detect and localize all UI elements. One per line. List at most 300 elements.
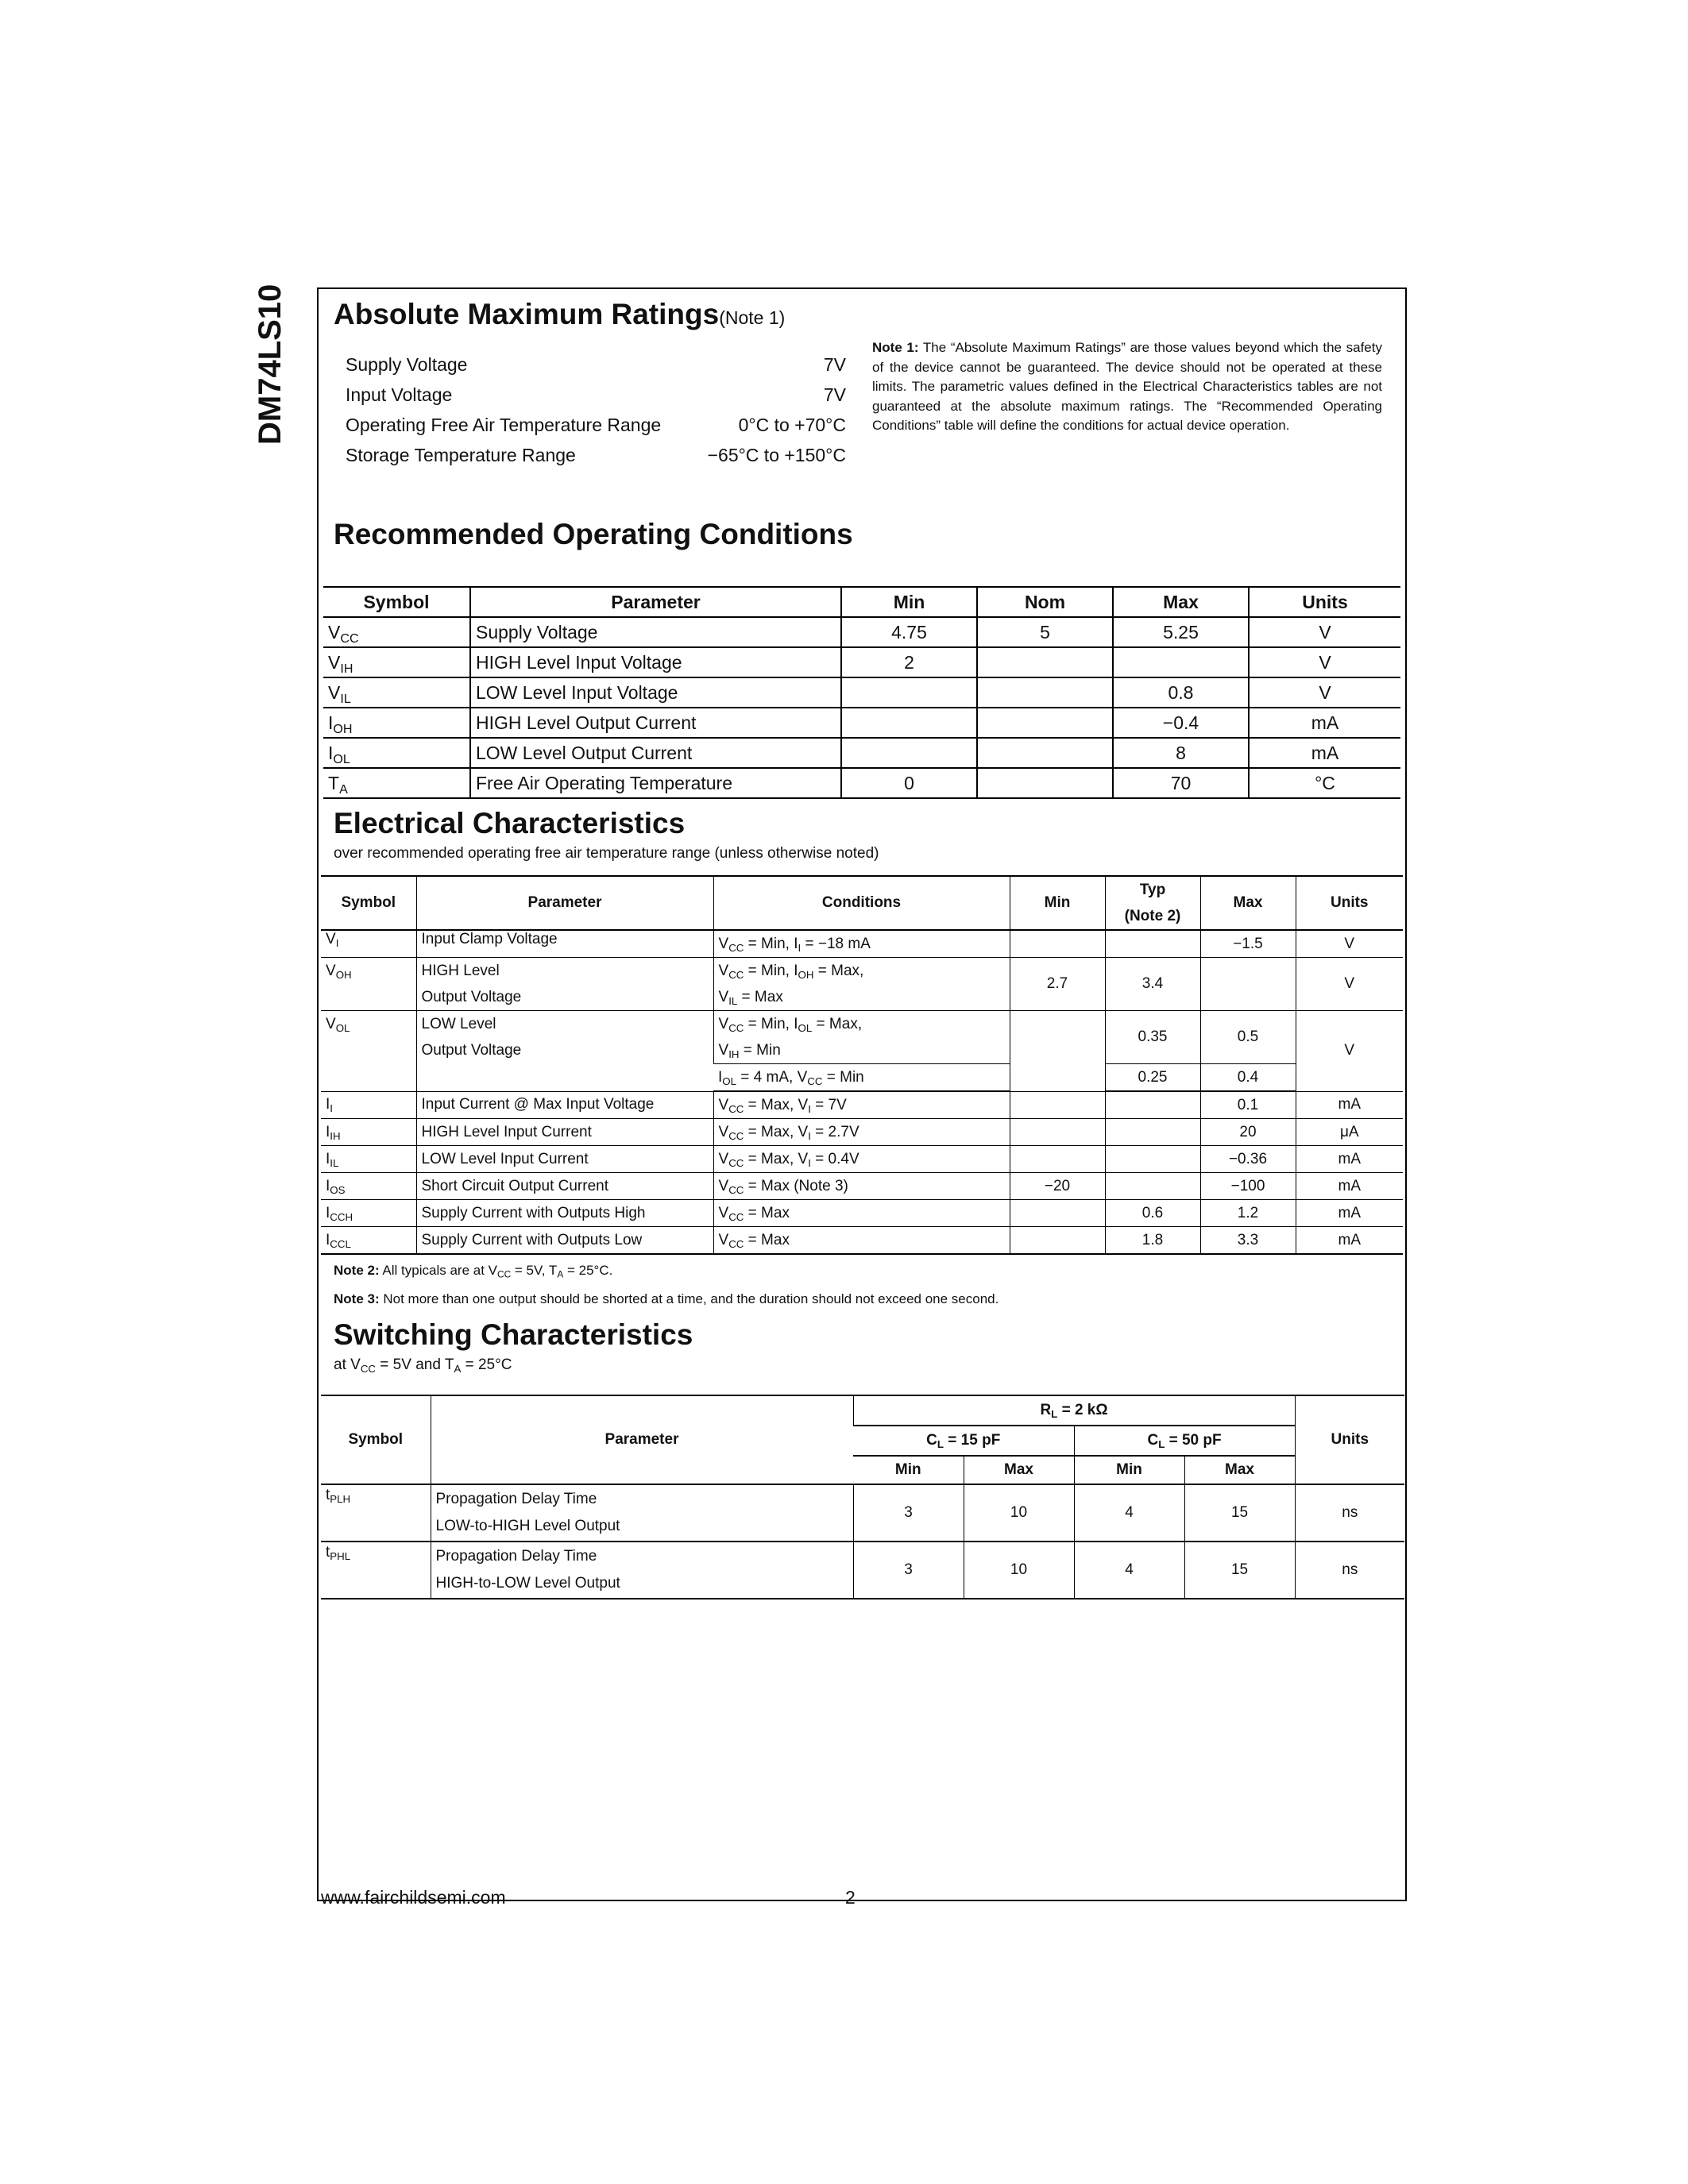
cond-text: = Max, V xyxy=(744,1123,809,1140)
sym-main: V xyxy=(328,621,341,642)
param-line: LOW-to-HIGH Level Output xyxy=(435,1518,620,1534)
roc-units: V xyxy=(1249,647,1400,677)
sym-sub: OH xyxy=(335,968,352,981)
sc-table xyxy=(321,1395,1404,1599)
cond-text: V xyxy=(718,1177,729,1194)
cond-text: V xyxy=(718,1150,729,1167)
ec-symbol xyxy=(321,958,416,1011)
cond-sub: IL xyxy=(728,994,738,1007)
cond-text: = 2.7V xyxy=(810,1123,859,1140)
roc-row xyxy=(323,768,1400,798)
side-part-number: DM74LS10 xyxy=(253,284,288,445)
cond-text: V xyxy=(718,1204,729,1221)
ec-conditions xyxy=(713,1011,1010,1064)
roc-nom xyxy=(977,647,1113,677)
sc-header-symbol: Symbol xyxy=(321,1395,431,1484)
roc-parameter: Supply Voltage xyxy=(470,617,841,647)
ec-row-vi xyxy=(321,930,1403,958)
ec-parameter: Input Current @ Max Input Voltage xyxy=(416,1091,713,1119)
roc-header-min: Min xyxy=(841,587,977,617)
sc-subtitle-text: at V xyxy=(334,1356,361,1373)
cond-text: V xyxy=(718,989,729,1005)
ec-min xyxy=(1010,1091,1105,1119)
cl-text: C xyxy=(926,1432,937,1449)
roc-nom xyxy=(977,708,1113,738)
ec-typ xyxy=(1105,1119,1200,1146)
note-1 xyxy=(872,338,1382,436)
param-line: LOW Level xyxy=(421,1016,496,1032)
note-2 xyxy=(334,1256,999,1285)
cond-sub: I xyxy=(808,1156,811,1169)
roc-header-parameter: Parameter xyxy=(470,587,841,617)
sc-max-50pf: 15 xyxy=(1184,1542,1295,1599)
cond-text: = Min, I xyxy=(744,963,798,979)
ec-max: 20 xyxy=(1200,1119,1296,1146)
ec-max: 0.4 xyxy=(1200,1064,1296,1092)
cond-text: V xyxy=(718,1016,729,1032)
ec-parameter xyxy=(416,1011,713,1092)
sc-subtitle-text: = 5V and T xyxy=(376,1356,454,1373)
sc-header-max: Max xyxy=(1184,1456,1295,1484)
ec-header-typ xyxy=(1105,876,1200,930)
ec-parameter: Supply Current with Outputs High xyxy=(416,1200,713,1227)
sc-header-max: Max xyxy=(964,1456,1074,1484)
cond-text: = 4 mA, V xyxy=(736,1068,808,1086)
roc-row xyxy=(323,738,1400,768)
cond-sub: OL xyxy=(722,1075,737,1087)
cond-sub: CC xyxy=(728,968,744,981)
amr-title-text: Absolute Maximum Ratings xyxy=(334,298,720,330)
sc-units: ns xyxy=(1295,1484,1404,1542)
ec-min: −20 xyxy=(1010,1173,1105,1200)
note-3-label: Note 3: xyxy=(334,1291,380,1306)
sc-symbol xyxy=(321,1542,431,1599)
cond-text: = Max, V xyxy=(744,1150,809,1167)
ec-header-row xyxy=(321,876,1403,930)
sym-sub: IH xyxy=(340,661,353,676)
ec-conditions xyxy=(713,1091,1010,1119)
sym-sub: CC xyxy=(340,631,359,646)
note-3-text: Not more than one output should be shorted at a time, and the duration should not exceed one second. xyxy=(383,1291,999,1306)
rl-sub: L xyxy=(1051,1407,1058,1420)
sym-main: I xyxy=(328,712,334,733)
cond-sub: I xyxy=(808,1102,811,1115)
roc-units: mA xyxy=(1249,708,1400,738)
cl-text: C xyxy=(1147,1432,1159,1449)
ec-typ: 0.25 xyxy=(1105,1064,1200,1092)
sym-sub: I xyxy=(330,1102,333,1115)
cond-sub: CC xyxy=(728,1156,744,1169)
cond-text: = Max xyxy=(744,1231,790,1248)
cond-sub: CC xyxy=(807,1075,823,1087)
sc-max-50pf: 15 xyxy=(1184,1484,1295,1542)
sc-subtitle-sub: CC xyxy=(360,1362,377,1375)
roc-symbol xyxy=(323,617,470,647)
param-line: Propagation Delay Time xyxy=(435,1491,597,1507)
amr-row xyxy=(346,380,846,410)
ec-symbol xyxy=(321,1011,416,1092)
ec-conditions xyxy=(713,1064,1010,1092)
roc-parameter: HIGH Level Output Current xyxy=(470,708,841,738)
ec-units: mA xyxy=(1296,1200,1403,1227)
cond-text: = Max (Note 3) xyxy=(744,1177,848,1194)
ec-notes xyxy=(334,1256,999,1314)
roc-min: 4.75 xyxy=(841,617,977,647)
cond-text: V xyxy=(718,1231,729,1248)
ec-typ: 3.4 xyxy=(1105,958,1200,1011)
cond-text: V xyxy=(718,963,729,979)
ec-max: 0.5 xyxy=(1200,1011,1296,1064)
sym-sub: A xyxy=(339,781,348,797)
sc-subtitle-sub: A xyxy=(454,1362,462,1375)
ec-symbol xyxy=(321,1091,416,1119)
sym-main: V xyxy=(328,681,341,703)
cond-text: V xyxy=(718,1042,729,1059)
cond-text: V xyxy=(718,1123,729,1140)
cond-text: I xyxy=(718,1068,723,1086)
ec-symbol xyxy=(321,930,416,958)
cond-text: = Min xyxy=(822,1068,864,1086)
ec-header-symbol: Symbol xyxy=(321,876,416,930)
sc-parameter xyxy=(431,1484,853,1542)
cond-text: = Max xyxy=(737,989,783,1005)
ec-min xyxy=(1010,1146,1105,1173)
ec-symbol xyxy=(321,1146,416,1173)
ec-typ xyxy=(1105,930,1200,958)
ec-header-typ-label: Typ xyxy=(1139,882,1166,898)
sym-main: I xyxy=(326,1123,330,1140)
sym-main: t xyxy=(326,1487,330,1503)
roc-units: °C xyxy=(1249,768,1400,798)
roc-title: Recommended Operating Conditions xyxy=(334,518,853,550)
cond-text: V xyxy=(718,935,729,952)
ec-symbol xyxy=(321,1227,416,1255)
note-2-sub: A xyxy=(557,1268,564,1280)
sym-main: V xyxy=(326,963,336,979)
ec-row xyxy=(321,1173,1403,1200)
cl-text: = 50 pF xyxy=(1165,1432,1222,1449)
rl-text: = 2 kΩ xyxy=(1057,1402,1108,1418)
cond-sub: CC xyxy=(728,1021,744,1034)
cond-text: = −18 mA xyxy=(801,935,871,952)
rl-text: R xyxy=(1040,1402,1052,1418)
cond-sub: CC xyxy=(728,1237,744,1250)
ec-max xyxy=(1200,958,1296,1011)
roc-parameter: LOW Level Output Current xyxy=(470,738,841,768)
cond-sub: I xyxy=(798,941,802,954)
amr-row xyxy=(346,410,846,440)
amr-label: Supply Voltage xyxy=(346,353,468,375)
sym-sub: PLH xyxy=(330,1492,351,1505)
roc-symbol xyxy=(323,677,470,708)
sc-subtitle xyxy=(334,1356,512,1374)
note-1-text: The “Absolute Maximum Ratings” are those values beyond which the safety of the device cannot be guaranteed. The device should not be operated at these limits. The parametric values defined in the Electrical Characteristics tables are not guaranteed at the absolute maximum ratings. The “Recommended Operating Conditions” table will define the conditions for actual device operation. xyxy=(872,340,1382,433)
cond-sub: IH xyxy=(728,1048,740,1060)
roc-nom xyxy=(977,738,1113,768)
footer-url: www.fairchildsemi.com xyxy=(321,1887,506,1908)
ec-typ: 0.35 xyxy=(1105,1011,1200,1064)
ec-conditions xyxy=(713,930,1010,958)
cond-sub: CC xyxy=(728,1102,744,1115)
cond-text: = Min, I xyxy=(744,1016,798,1032)
ec-table xyxy=(321,875,1403,1255)
ec-row xyxy=(321,1091,1403,1119)
cond-text: = Max, xyxy=(813,963,864,979)
sc-row xyxy=(321,1542,1404,1599)
roc-units: V xyxy=(1249,677,1400,708)
sc-header-min: Min xyxy=(853,1456,964,1484)
note-2-sub: CC xyxy=(496,1268,512,1280)
sc-header-cl50 xyxy=(1074,1426,1295,1456)
amr-list xyxy=(346,349,846,470)
sym-sub: OL xyxy=(333,751,350,766)
roc-min xyxy=(841,677,977,708)
sym-sub: IH xyxy=(330,1129,341,1142)
ec-min xyxy=(1010,1227,1105,1255)
cond-text: = 7V xyxy=(810,1096,847,1113)
sc-header-rl xyxy=(853,1395,1295,1426)
amr-value: 0°C to +70°C xyxy=(738,414,846,435)
roc-row xyxy=(323,617,1400,647)
ec-typ: 1.8 xyxy=(1105,1227,1200,1255)
cl-sub: L xyxy=(1158,1437,1165,1450)
roc-header-symbol: Symbol xyxy=(323,587,470,617)
roc-max: 5.25 xyxy=(1113,617,1249,647)
ec-min: 2.7 xyxy=(1010,958,1105,1011)
ec-parameter: LOW Level Input Current xyxy=(416,1146,713,1173)
roc-nom xyxy=(977,677,1113,708)
ec-header-units: Units xyxy=(1296,876,1403,930)
sym-sub: I xyxy=(335,936,339,949)
cond-sub: I xyxy=(808,1129,811,1142)
sym-sub: OH xyxy=(333,721,353,736)
roc-header-row xyxy=(323,587,1400,617)
cl-sub: L xyxy=(937,1437,944,1450)
sc-min-15pf: 3 xyxy=(853,1484,964,1542)
sc-header-min: Min xyxy=(1074,1456,1184,1484)
sym-main: I xyxy=(326,1204,330,1221)
ec-typ xyxy=(1105,1173,1200,1200)
roc-nom: 5 xyxy=(977,617,1113,647)
amr-label: Operating Free Air Temperature Range xyxy=(346,414,662,435)
sc-min-15pf: 3 xyxy=(853,1542,964,1599)
ec-parameter: Supply Current with Outputs Low xyxy=(416,1227,713,1255)
sc-min-50pf: 4 xyxy=(1074,1542,1184,1599)
ec-units: V xyxy=(1296,958,1403,1011)
ec-header-typ-note: (Note 2) xyxy=(1124,908,1181,924)
cond-sub: CC xyxy=(728,1183,744,1196)
amr-value: 7V xyxy=(823,353,846,375)
note-1-label: Note 1: xyxy=(872,340,919,355)
ec-header-max: Max xyxy=(1200,876,1296,930)
sc-header-units: Units xyxy=(1295,1395,1404,1484)
param-line: Propagation Delay Time xyxy=(435,1548,597,1565)
roc-max xyxy=(1113,647,1249,677)
ec-header-conditions: Conditions xyxy=(713,876,1010,930)
sym-sub: PHL xyxy=(330,1549,351,1562)
ec-conditions xyxy=(713,1227,1010,1255)
note-2-text: = 25°C. xyxy=(563,1263,613,1278)
ec-min xyxy=(1010,1011,1105,1092)
ec-min xyxy=(1010,1200,1105,1227)
sc-subtitle-text: = 25°C xyxy=(461,1356,512,1373)
ec-max: 3.3 xyxy=(1200,1227,1296,1255)
ec-row xyxy=(321,1227,1403,1255)
ec-subtitle: over recommended operating free air temperature range (unless otherwise noted) xyxy=(334,845,879,862)
ec-max: −100 xyxy=(1200,1173,1296,1200)
cond-text: V xyxy=(718,1096,729,1113)
ec-units: mA xyxy=(1296,1146,1403,1173)
ec-max: −1.5 xyxy=(1200,930,1296,958)
ec-units: mA xyxy=(1296,1173,1403,1200)
sym-sub: CCL xyxy=(330,1237,351,1250)
ec-units: μA xyxy=(1296,1119,1403,1146)
roc-header-units: Units xyxy=(1249,587,1400,617)
sym-main: T xyxy=(328,772,340,793)
ec-parameter: Short Circuit Output Current xyxy=(416,1173,713,1200)
sym-main: I xyxy=(328,742,334,763)
roc-min: 0 xyxy=(841,768,977,798)
sym-sub: CCH xyxy=(330,1210,353,1223)
note-2-text: All typicals are at V xyxy=(382,1263,497,1278)
ec-row xyxy=(321,1146,1403,1173)
ec-header-min: Min xyxy=(1010,876,1105,930)
cond-text: = Min, I xyxy=(744,935,798,952)
sym-sub: OL xyxy=(335,1021,350,1034)
roc-symbol xyxy=(323,647,470,677)
ec-min xyxy=(1010,1119,1105,1146)
sym-main: t xyxy=(326,1544,330,1561)
roc-nom xyxy=(977,768,1113,798)
cond-text: = 0.4V xyxy=(810,1150,859,1167)
ec-row xyxy=(321,1119,1403,1146)
ec-conditions xyxy=(713,1119,1010,1146)
roc-max: −0.4 xyxy=(1113,708,1249,738)
ec-conditions xyxy=(713,958,1010,1011)
sym-main: I xyxy=(326,1150,330,1167)
ec-units: V xyxy=(1296,1011,1403,1092)
param-line: Output Voltage xyxy=(421,1042,522,1059)
ec-typ: 0.6 xyxy=(1105,1200,1200,1227)
ec-typ xyxy=(1105,1146,1200,1173)
note-2-text: = 5V, T xyxy=(511,1263,558,1278)
roc-symbol xyxy=(323,768,470,798)
amr-row xyxy=(346,349,846,380)
ec-row-vol xyxy=(321,1011,1403,1064)
sym-main: I xyxy=(326,1096,330,1113)
amr-value: −65°C to +150°C xyxy=(707,444,846,465)
sc-max-15pf: 10 xyxy=(964,1542,1074,1599)
amr-label: Storage Temperature Range xyxy=(346,444,576,465)
sc-header-cl15 xyxy=(853,1426,1074,1456)
sc-header-parameter: Parameter xyxy=(431,1395,853,1484)
roc-row xyxy=(323,647,1400,677)
sym-main: V xyxy=(326,1016,336,1032)
sym-sub: IL xyxy=(340,691,351,706)
roc-min xyxy=(841,708,977,738)
ec-header-parameter: Parameter xyxy=(416,876,713,930)
sc-units: ns xyxy=(1295,1542,1404,1599)
ec-parameter: Input Clamp Voltage xyxy=(416,930,713,958)
ec-typ xyxy=(1105,1091,1200,1119)
ec-row xyxy=(321,1200,1403,1227)
roc-symbol xyxy=(323,708,470,738)
ec-row-voh xyxy=(321,958,1403,1011)
roc-max: 0.8 xyxy=(1113,677,1249,708)
ec-units: mA xyxy=(1296,1227,1403,1255)
ec-symbol xyxy=(321,1173,416,1200)
cond-text: = Min xyxy=(739,1042,781,1059)
sym-sub: IL xyxy=(330,1156,339,1169)
ec-conditions xyxy=(713,1173,1010,1200)
sym-main: I xyxy=(326,1231,330,1248)
ec-parameter: HIGH Level Input Current xyxy=(416,1119,713,1146)
note-3 xyxy=(334,1285,999,1314)
roc-row xyxy=(323,708,1400,738)
sc-title: Switching Characteristics xyxy=(334,1318,693,1351)
roc-header-max: Max xyxy=(1113,587,1249,617)
roc-units: mA xyxy=(1249,738,1400,768)
ec-title: Electrical Characteristics xyxy=(334,807,686,839)
sym-sub: OS xyxy=(330,1183,346,1196)
ec-symbol xyxy=(321,1119,416,1146)
sc-header-row-1 xyxy=(321,1395,1404,1426)
roc-units: V xyxy=(1249,617,1400,647)
roc-parameter: HIGH Level Input Voltage xyxy=(470,647,841,677)
sym-main: V xyxy=(326,931,336,947)
sym-main: V xyxy=(328,651,341,673)
ec-max: −0.36 xyxy=(1200,1146,1296,1173)
roc-max: 8 xyxy=(1113,738,1249,768)
sym-main: I xyxy=(326,1177,330,1194)
sc-symbol xyxy=(321,1484,431,1542)
ec-symbol xyxy=(321,1200,416,1227)
cond-text: = Max, V xyxy=(744,1096,809,1113)
roc-row xyxy=(323,677,1400,708)
ec-max: 1.2 xyxy=(1200,1200,1296,1227)
amr-row xyxy=(346,440,846,470)
cond-sub: CC xyxy=(728,941,744,954)
ec-max: 0.1 xyxy=(1200,1091,1296,1119)
cond-text: = Max, xyxy=(812,1016,863,1032)
ec-parameter xyxy=(416,958,713,1011)
ec-units: V xyxy=(1296,930,1403,958)
sc-max-15pf: 10 xyxy=(964,1484,1074,1542)
cond-sub: CC xyxy=(728,1129,744,1142)
amr-label: Input Voltage xyxy=(346,384,453,405)
param-line: HIGH-to-LOW Level Output xyxy=(435,1575,620,1592)
amr-title xyxy=(334,298,785,331)
roc-parameter: LOW Level Input Voltage xyxy=(470,677,841,708)
sc-parameter xyxy=(431,1542,853,1599)
roc-table xyxy=(323,586,1400,799)
cond-sub: OH xyxy=(798,968,814,981)
amr-value: 7V xyxy=(823,384,846,405)
ec-min xyxy=(1010,930,1105,958)
ec-conditions xyxy=(713,1200,1010,1227)
amr-note-ref: (Note 1) xyxy=(719,307,786,328)
roc-parameter: Free Air Operating Temperature xyxy=(470,768,841,798)
footer-page-number: 2 xyxy=(845,1887,856,1908)
roc-symbol xyxy=(323,738,470,768)
sc-min-50pf: 4 xyxy=(1074,1484,1184,1542)
cond-sub: OL xyxy=(798,1021,813,1034)
roc-min xyxy=(841,738,977,768)
cond-text: = Max xyxy=(744,1204,790,1221)
ec-units: mA xyxy=(1296,1091,1403,1119)
note-2-label: Note 2: xyxy=(334,1263,380,1278)
cond-sub: CC xyxy=(728,1210,744,1223)
